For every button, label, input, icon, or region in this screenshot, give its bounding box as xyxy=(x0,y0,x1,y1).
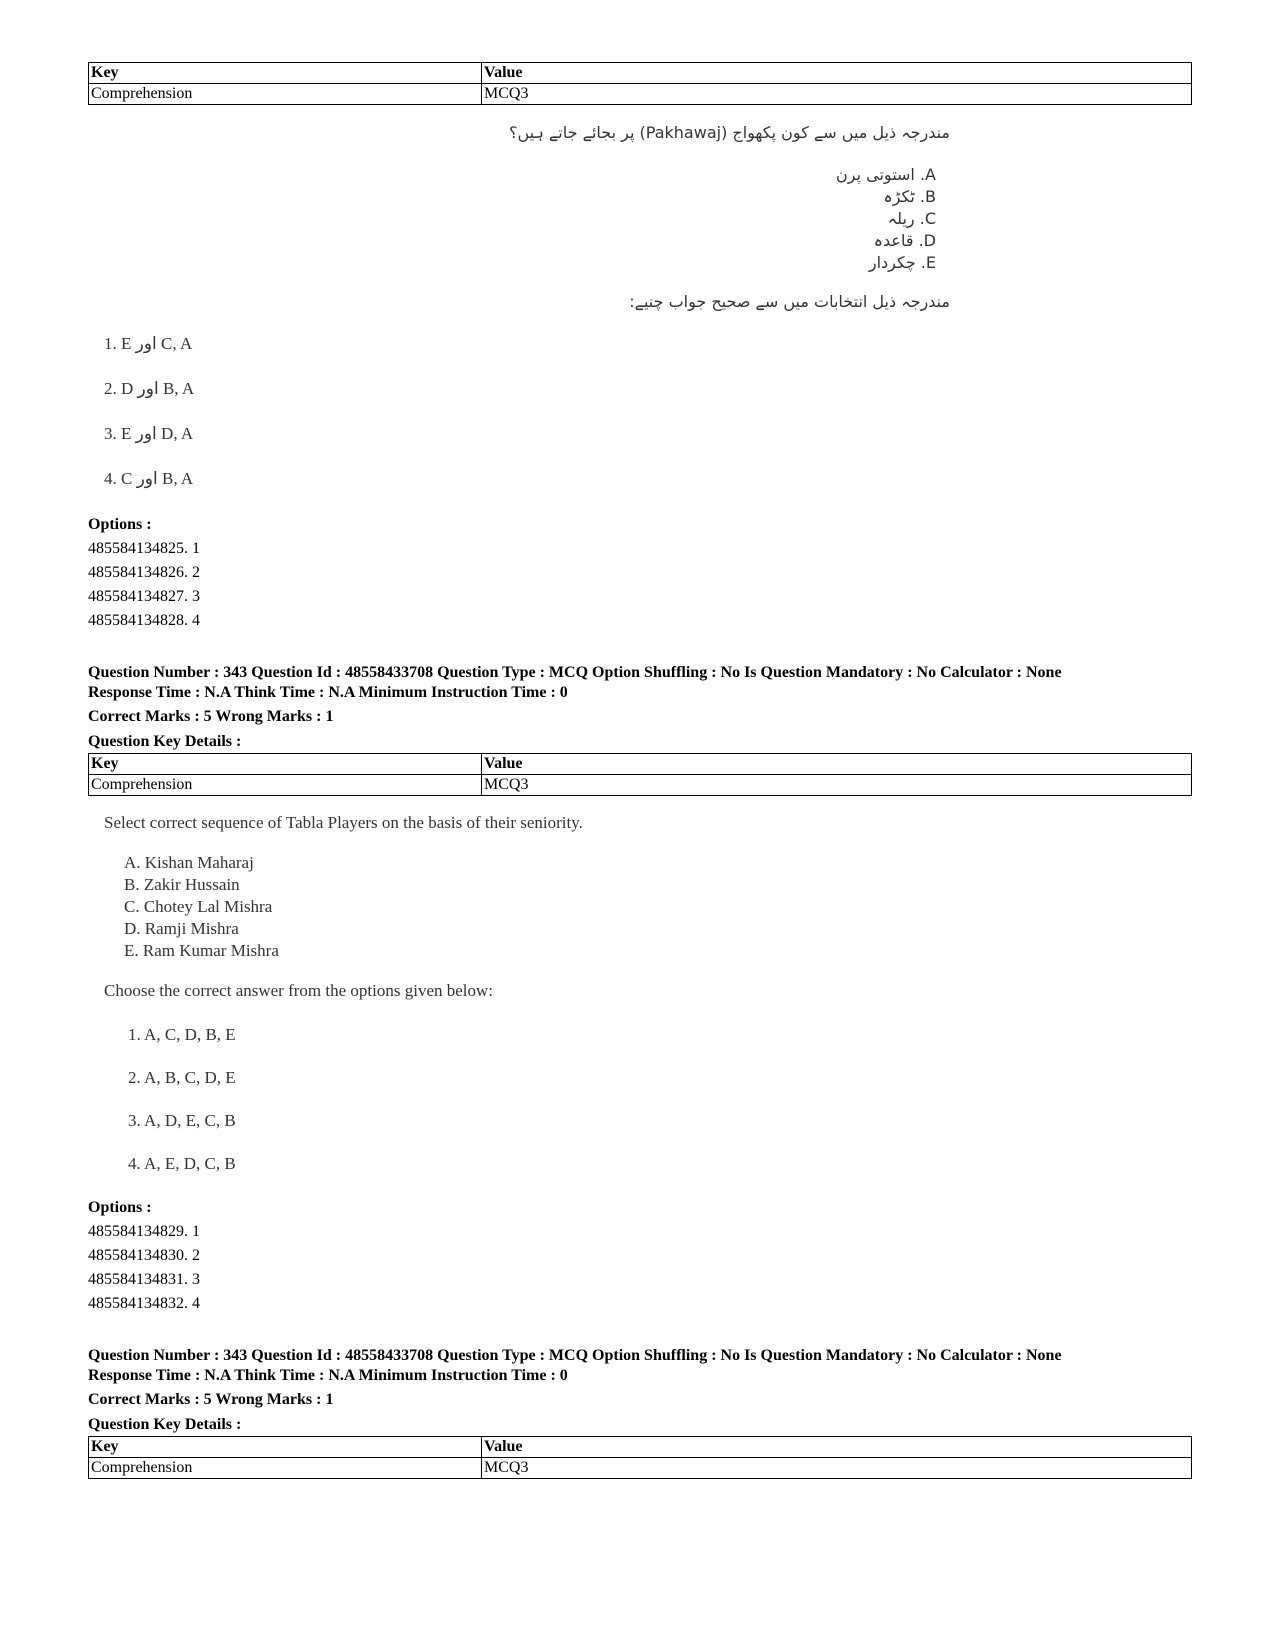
question-meta xyxy=(88,1346,1192,1386)
document-page xyxy=(88,62,1192,1479)
key-header: Key xyxy=(89,63,482,84)
answer-option: 2. D اور B, A xyxy=(104,379,195,398)
options-header: Options : xyxy=(88,1199,152,1216)
answer-option: 4. A, E, D, C, B xyxy=(128,1154,236,1173)
question-key-table xyxy=(88,1436,1192,1479)
question-meta-line2: Response Time : N.A Think Time : N.A Minimum Instruction Time : 0 xyxy=(88,1367,568,1384)
options-list xyxy=(88,1196,1192,1316)
question-item: A. Kishan Maharaj xyxy=(124,853,254,872)
english-choose-instruction: Choose the correct answer from the options given below: xyxy=(104,981,494,1000)
urdu-choose-instruction: مندرجہ ذیل انتخابات میں سے صحیح جواب چنیے: xyxy=(629,292,950,311)
question-meta-line1: Question Number : 343 Question Id : 48558433708 Question Type : MCQ Option Shuffling : No Is Question Mandatory : No Calculator : None xyxy=(88,1347,1062,1364)
value-cell: MCQ3 xyxy=(482,775,1192,796)
question-meta-line2: Response Time : N.A Think Time : N.A Minimum Instruction Time : 0 xyxy=(88,684,568,701)
answer-option: 4. C اور B, A xyxy=(104,469,194,488)
question-key-details-label: Question Key Details : xyxy=(88,733,242,750)
key-cell: Comprehension xyxy=(89,775,482,796)
urdu-item: E. چکردار xyxy=(868,253,936,272)
question-item: E. Ram Kumar Mishra xyxy=(124,941,279,960)
value-header: Value xyxy=(482,1437,1192,1458)
urdu-question-stem: مندرجہ ذیل میں سے کون پکھواج (Pakhawaj) پر بجائے جاتے ہیں؟ xyxy=(508,123,950,142)
question-meta xyxy=(88,663,1192,703)
question-item: D. Ramji Mishra xyxy=(124,919,239,938)
english-question xyxy=(104,812,1192,1196)
answer-option: 2. A, B, C, D, E xyxy=(128,1068,236,1087)
option-id: 485584134825. 1 xyxy=(88,540,200,557)
question-key-details-label: Question Key Details : xyxy=(88,1416,242,1433)
question-key-table xyxy=(88,62,1192,105)
answer-option: 3. E اور D, A xyxy=(104,424,194,443)
value-cell: MCQ3 xyxy=(482,1458,1192,1479)
key-cell: Comprehension xyxy=(89,1458,482,1479)
key-cell: Comprehension xyxy=(89,84,482,105)
option-id: 485584134827. 3 xyxy=(88,588,200,605)
urdu-item: A. استوتی پرن xyxy=(836,165,936,184)
question-item: B. Zakir Hussain xyxy=(124,875,240,894)
option-id: 485584134828. 4 xyxy=(88,612,200,629)
options-list xyxy=(88,513,1192,633)
question-meta-line1: Question Number : 343 Question Id : 48558433708 Question Type : MCQ Option Shuffling : No Is Question Mandatory : No Calculator : None xyxy=(88,664,1062,681)
option-id: 485584134832. 4 xyxy=(88,1295,200,1312)
option-id: 485584134829. 1 xyxy=(88,1223,200,1240)
option-id: 485584134831. 3 xyxy=(88,1271,200,1288)
key-header: Key xyxy=(89,1437,482,1458)
urdu-item: D. قاعدہ xyxy=(873,231,936,250)
answer-option: 1. E اور C, A xyxy=(104,334,193,353)
question-marks: Correct Marks : 5 Wrong Marks : 1 xyxy=(88,708,334,725)
english-question-stem: Select correct sequence of Tabla Players on the basis of their seniority. xyxy=(104,813,583,832)
urdu-item: B. ٹکڑہ xyxy=(883,187,936,206)
option-id: 485584134826. 2 xyxy=(88,564,200,581)
key-header: Key xyxy=(89,754,482,775)
english-answer-list xyxy=(128,1024,1192,1196)
urdu-answer-list xyxy=(104,333,1192,513)
question-key-table xyxy=(88,753,1192,796)
value-header: Value xyxy=(482,63,1192,84)
options-header: Options : xyxy=(88,516,152,533)
option-id: 485584134830. 2 xyxy=(88,1247,200,1264)
question-item: C. Chotey Lal Mishra xyxy=(124,897,273,916)
urdu-question-items xyxy=(88,164,936,274)
urdu-item: C. ریلہ xyxy=(887,209,936,228)
answer-option: 3. A, D, E, C, B xyxy=(128,1111,236,1130)
question-marks: Correct Marks : 5 Wrong Marks : 1 xyxy=(88,1391,334,1408)
value-cell: MCQ3 xyxy=(482,84,1192,105)
answer-option: 1. A, C, D, B, E xyxy=(128,1025,236,1044)
english-question-items xyxy=(124,852,1192,962)
value-header: Value xyxy=(482,754,1192,775)
